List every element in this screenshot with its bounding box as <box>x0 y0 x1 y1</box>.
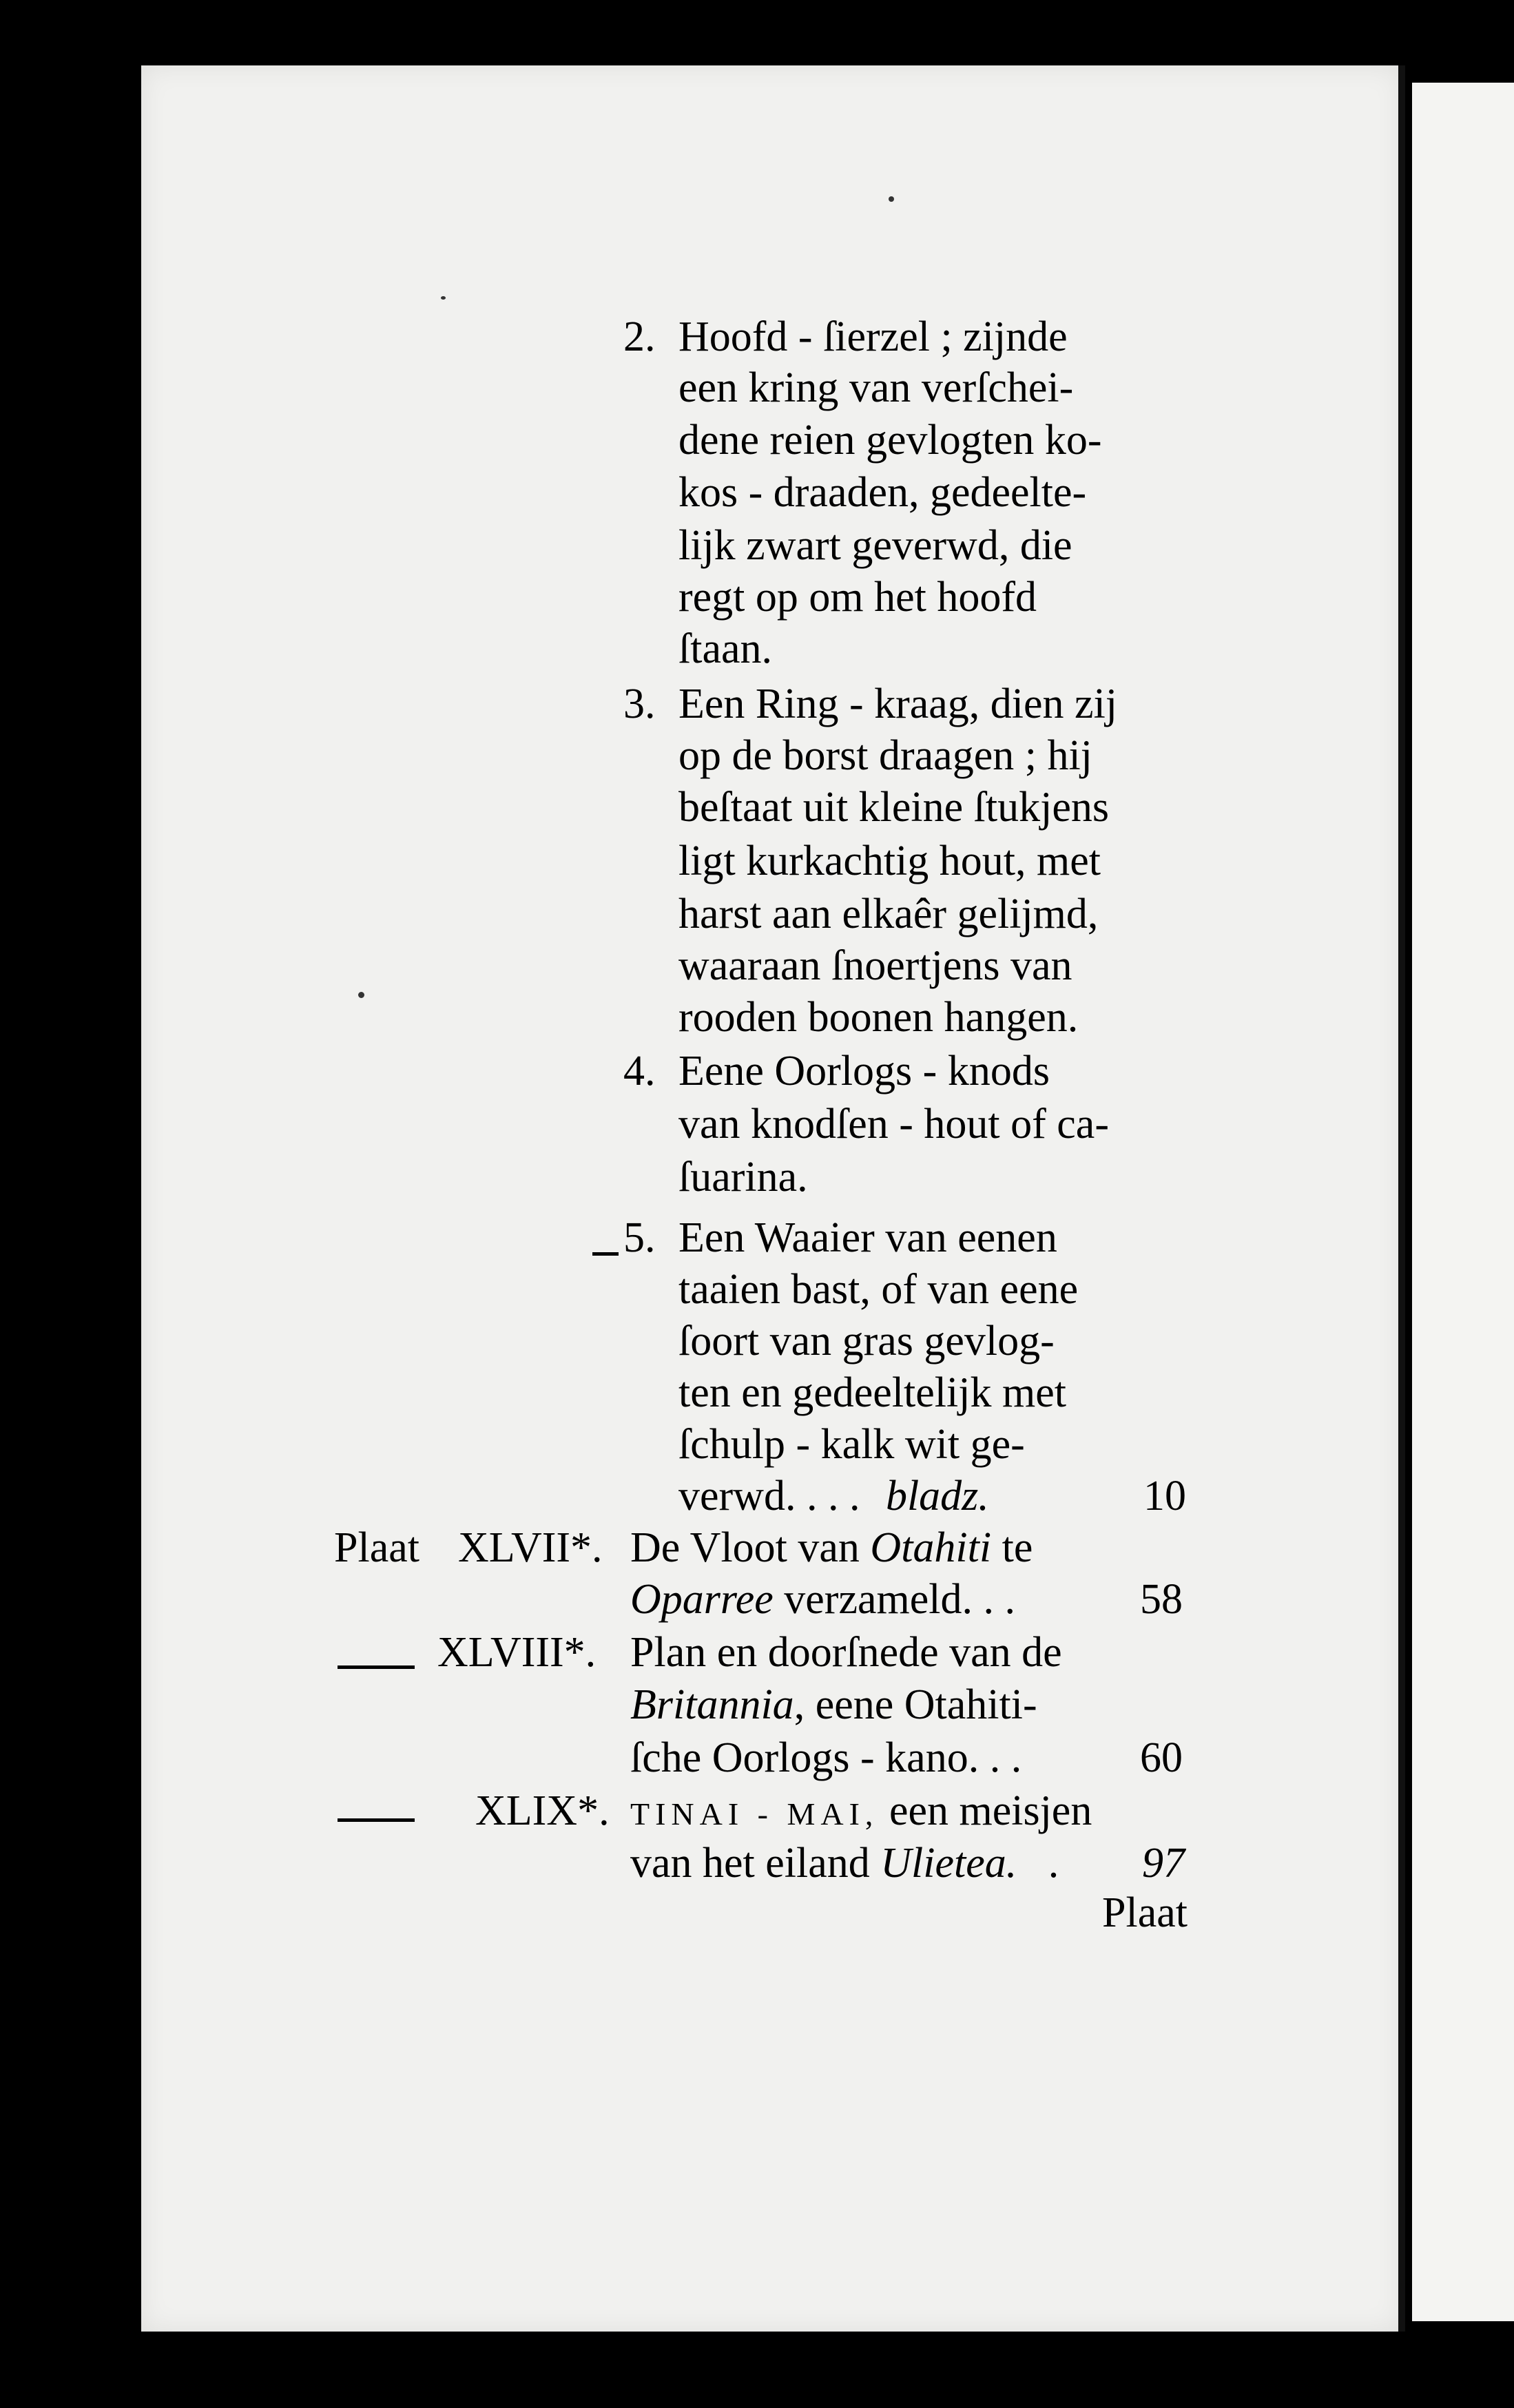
plate-title-text: , eene Otahiti- <box>794 1681 1037 1728</box>
item-line: lijk zwart geverwd, die <box>678 522 1072 569</box>
item-line: ſchulp - kalk wit ge- <box>678 1421 1025 1468</box>
plate-title-line <box>630 1679 1037 1730</box>
item-number: 4. <box>623 1048 656 1094</box>
person-name: TINAI - MAI, <box>630 1796 879 1831</box>
page-fold-shadow <box>1398 65 1405 2332</box>
page-number: 58 <box>1140 1576 1183 1623</box>
plate-numeral: XLIX*. <box>475 1787 610 1834</box>
adjacent-page-edge <box>1412 83 1514 2321</box>
paper-speck <box>889 196 894 202</box>
item-number: 5. <box>623 1214 656 1261</box>
plate-title-line: ſche Oorlogs - kano. . . <box>630 1734 1022 1781</box>
item-line: ſuarina. <box>678 1154 808 1201</box>
page-ref-abbrev: bladz. <box>885 1473 989 1519</box>
plate-title-text: De Vloot van <box>630 1524 860 1571</box>
plate-title-line <box>630 1522 1033 1573</box>
page-number: 10 <box>1143 1473 1186 1519</box>
item-line: Hoofd - ſierzel ; zijnde <box>678 313 1068 360</box>
place-name: Ulietea. <box>880 1840 1017 1887</box>
place-name: Oparree <box>630 1576 774 1623</box>
item-line: dene reien gevlogten ko- <box>678 417 1102 464</box>
plate-title-text: . <box>1048 1840 1059 1887</box>
plate-title-line <box>630 1785 1092 1840</box>
item-line: Een Ring - kraag, dien zij <box>678 681 1118 727</box>
paper-speck <box>358 992 364 998</box>
plate-title-line <box>630 1574 1015 1625</box>
plate-numeral: XLVII*. <box>458 1524 603 1571</box>
item-line: Eene Oorlogs - knods <box>678 1048 1050 1094</box>
item-dash <box>592 1252 619 1256</box>
item-line: harst aan elkaêr gelijmd, <box>678 891 1099 937</box>
item-line: taaien bast, of van eene <box>678 1266 1079 1313</box>
paper-speck <box>441 296 446 300</box>
item-line: beſtaat uit kleine ſtukjens <box>678 784 1109 831</box>
item-line: ligt kurkachtig hout, met <box>678 838 1101 884</box>
plate-title-text: een meisjen <box>889 1787 1092 1834</box>
ship-name: Britannia <box>630 1681 794 1728</box>
item-line: rooden boonen hangen. <box>678 994 1079 1041</box>
plate-title-text: verzameld. . . <box>784 1576 1015 1623</box>
item-line: waaraan ſnoertjens van <box>678 942 1072 989</box>
item-line: ſoort van gras gevlog- <box>678 1318 1055 1364</box>
item-line <box>678 1471 989 1522</box>
plate-title-text: te <box>1002 1524 1033 1571</box>
item-line: van knodſen - hout of ca- <box>678 1101 1109 1148</box>
plate-label: Plaat <box>334 1524 419 1571</box>
item-line: Een Waaier van eenen <box>678 1214 1057 1261</box>
item-line: op de borst draagen ; hij <box>678 732 1092 779</box>
plate-title-line <box>630 1838 1059 1889</box>
plate-title-line: Plan en doorſnede van de <box>630 1629 1062 1676</box>
item-line-text: verwd. . . . <box>678 1473 860 1519</box>
ditto-dash <box>338 1665 415 1669</box>
item-number: 3. <box>623 681 656 727</box>
item-number: 2. <box>623 313 656 360</box>
item-line: kos - draaden, gedeelte- <box>678 469 1087 516</box>
catchword: Plaat <box>1102 1889 1188 1936</box>
ditto-dash <box>338 1818 415 1822</box>
place-name: Otahiti <box>870 1524 992 1571</box>
page-number: 60 <box>1140 1734 1183 1781</box>
page-number: 97 <box>1142 1840 1185 1887</box>
plate-numeral: XLVIII*. <box>437 1629 597 1676</box>
item-line: ten en gedeeltelijk met <box>678 1369 1066 1416</box>
plate-title-text: van het eiland <box>630 1840 870 1887</box>
item-line: regt op om het hoofd <box>678 574 1037 621</box>
item-line: een kring van verſchei- <box>678 364 1074 411</box>
item-line: ſtaan. <box>678 625 772 672</box>
